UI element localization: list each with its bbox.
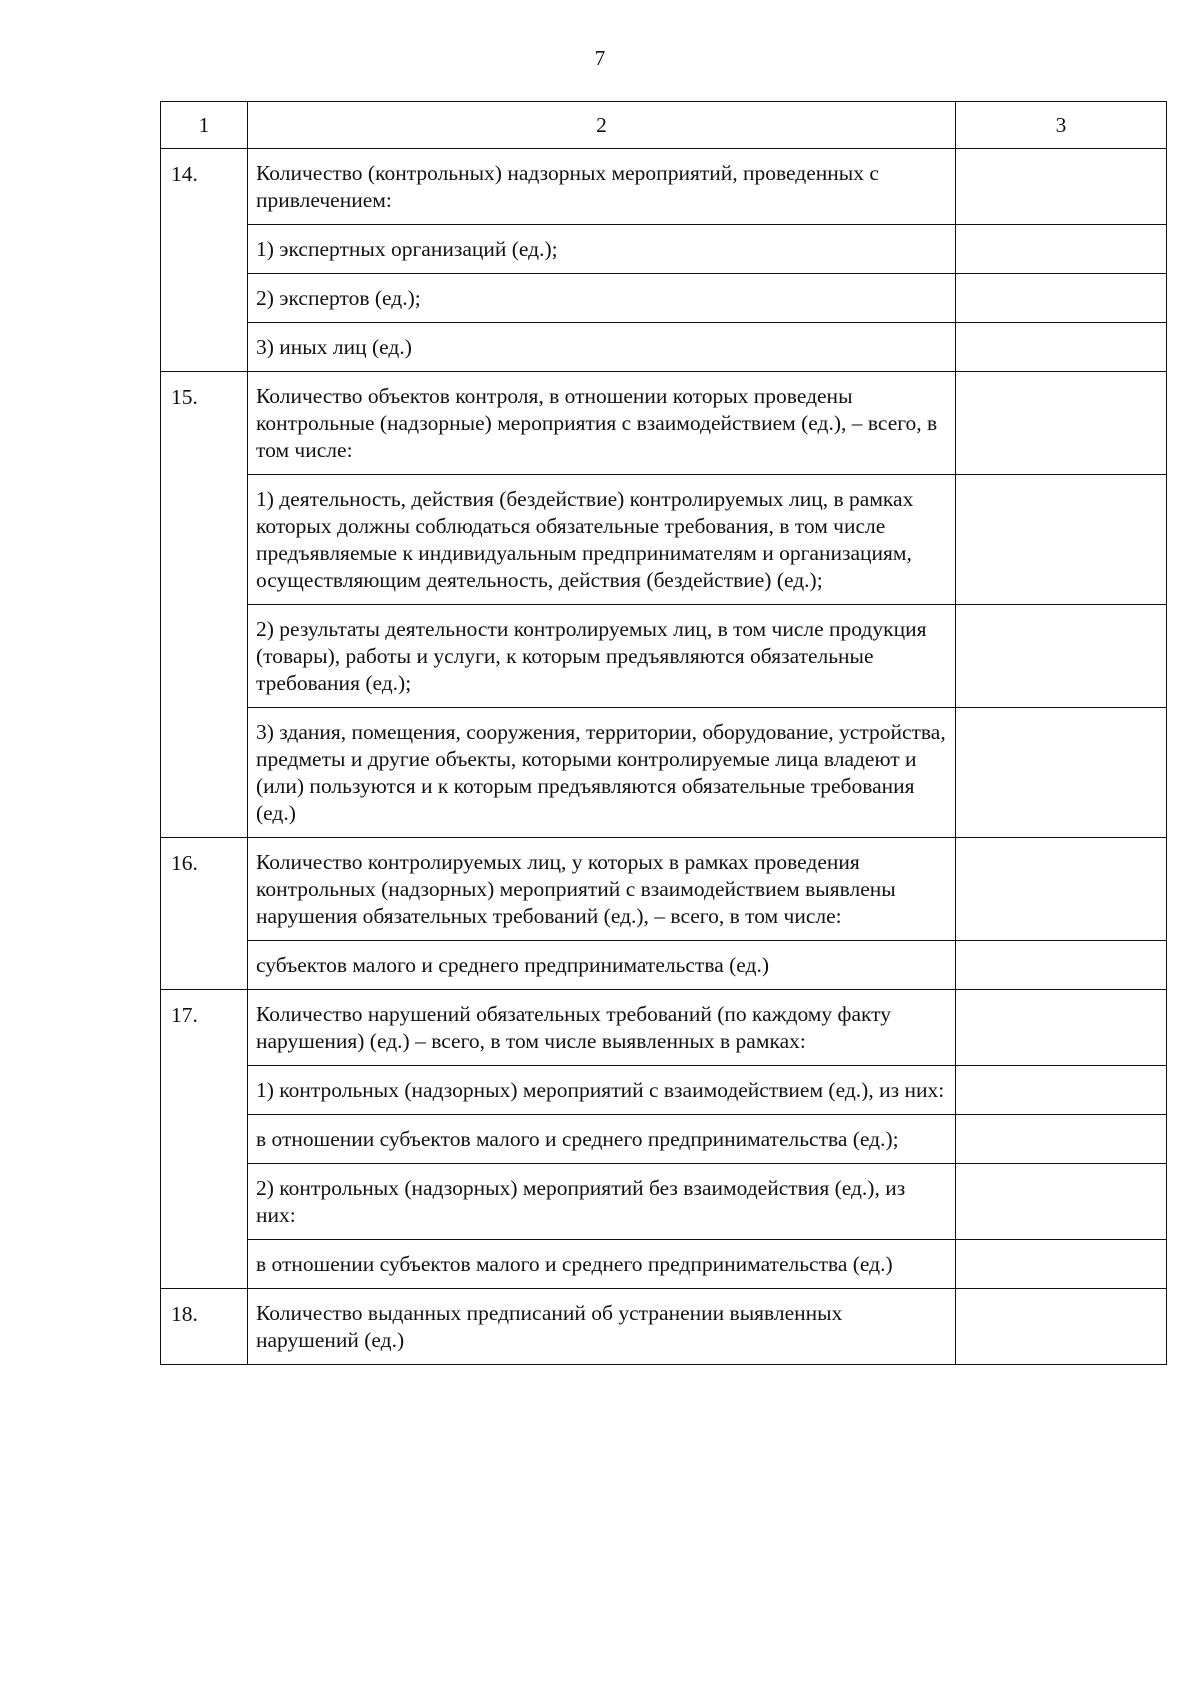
table-row — [161, 225, 1167, 274]
header-col-1: 1 — [161, 102, 248, 149]
indicator-text: в отношении субъектов малого и среднего предпринимательства (ед.) — [248, 1240, 956, 1289]
indicator-text: 1) экспертных организаций (ед.); — [248, 225, 956, 274]
value-cell — [956, 1115, 1167, 1164]
indicator-text: 2) контрольных (надзорных) мероприятий без взаимодействия (ед.), из них: — [248, 1164, 956, 1240]
value-cell — [956, 323, 1167, 372]
value-cell — [956, 1240, 1167, 1289]
indicator-text: субъектов малого и среднего предпринимательства (ед.) — [248, 941, 956, 990]
value-cell — [956, 372, 1167, 475]
value-cell — [956, 990, 1167, 1066]
indicator-text: Количество нарушений обязательных требований (по каждому факту нарушения) (ед.) – всего, в том числе выявленных в рамках: — [248, 990, 956, 1066]
header-col-2: 2 — [248, 102, 956, 149]
header-col-3: 3 — [956, 102, 1167, 149]
value-cell — [956, 605, 1167, 708]
table-row — [161, 1066, 1167, 1115]
value-cell — [956, 1289, 1167, 1365]
table-row — [161, 323, 1167, 372]
value-cell — [956, 225, 1167, 274]
indicator-text: 1) контрольных (надзорных) мероприятий с взаимодействием (ед.), из них: — [248, 1066, 956, 1115]
value-cell — [956, 1066, 1167, 1115]
indicator-text: 3) иных лиц (ед.) — [248, 323, 956, 372]
item-number: 18. — [161, 1289, 248, 1365]
table-row — [161, 475, 1167, 605]
item-number: 17. — [161, 990, 248, 1289]
indicator-text: 2) экспертов (ед.); — [248, 274, 956, 323]
table-row — [161, 1164, 1167, 1240]
table-row — [161, 1240, 1167, 1289]
indicator-text: Количество объектов контроля, в отношении которых проведены контрольные (надзорные) мероприятия с взаимодействием (ед.), – всего, в том числе: — [248, 372, 956, 475]
indicator-text: в отношении субъектов малого и среднего предпринимательства (ед.); — [248, 1115, 956, 1164]
indicators-table — [160, 101, 1167, 1365]
table-row — [161, 838, 1167, 941]
value-cell — [956, 708, 1167, 838]
indicator-text: Количество выданных предписаний об устранении выявленных нарушений (ед.) — [248, 1289, 956, 1365]
table-row — [161, 274, 1167, 323]
header-row — [161, 102, 1167, 149]
table-row — [161, 1289, 1167, 1365]
indicator-text: 3) здания, помещения, сооружения, территории, оборудование, устройства, предметы и другие объекты, которыми контролируемые лица владеют и (или) пользуются и к которым предъявляются обязательные требования (ед.) — [248, 708, 956, 838]
value-cell — [956, 149, 1167, 225]
value-cell — [956, 475, 1167, 605]
table-row — [161, 372, 1167, 475]
indicator-text: 2) результаты деятельности контролируемых лиц, в том числе продукция (товары), работы и услуги, к которым предъявляются обязательные требования (ед.); — [248, 605, 956, 708]
table-header — [161, 102, 1167, 149]
table-body — [161, 149, 1167, 1365]
value-cell — [956, 1164, 1167, 1240]
item-number: 16. — [161, 838, 248, 990]
table-row — [161, 990, 1167, 1066]
value-cell — [956, 838, 1167, 941]
item-number: 15. — [161, 372, 248, 838]
table-row — [161, 605, 1167, 708]
indicator-text: Количество (контрольных) надзорных мероприятий, проведенных с привлечением: — [248, 149, 956, 225]
table-row — [161, 149, 1167, 225]
value-cell — [956, 941, 1167, 990]
indicator-text: 1) деятельность, действия (бездействие) контролируемых лиц, в рамках которых должны соблюдаться обязательные требования, в том числе предъявляемые к индивидуальным предпринимателям и организациям, осуществляющим деятельность, действия (бездействие) (ед.); — [248, 475, 956, 605]
value-cell — [956, 274, 1167, 323]
page-number: 7 — [594, 46, 606, 70]
table-row — [161, 941, 1167, 990]
indicator-text: Количество контролируемых лиц, у которых в рамках проведения контрольных (надзорных) мероприятий с взаимодействием выявлены нарушения обязательных требований (ед.), – всего, в том числе: — [248, 838, 956, 941]
table-row — [161, 1115, 1167, 1164]
table-row — [161, 708, 1167, 838]
item-number: 14. — [161, 149, 248, 372]
